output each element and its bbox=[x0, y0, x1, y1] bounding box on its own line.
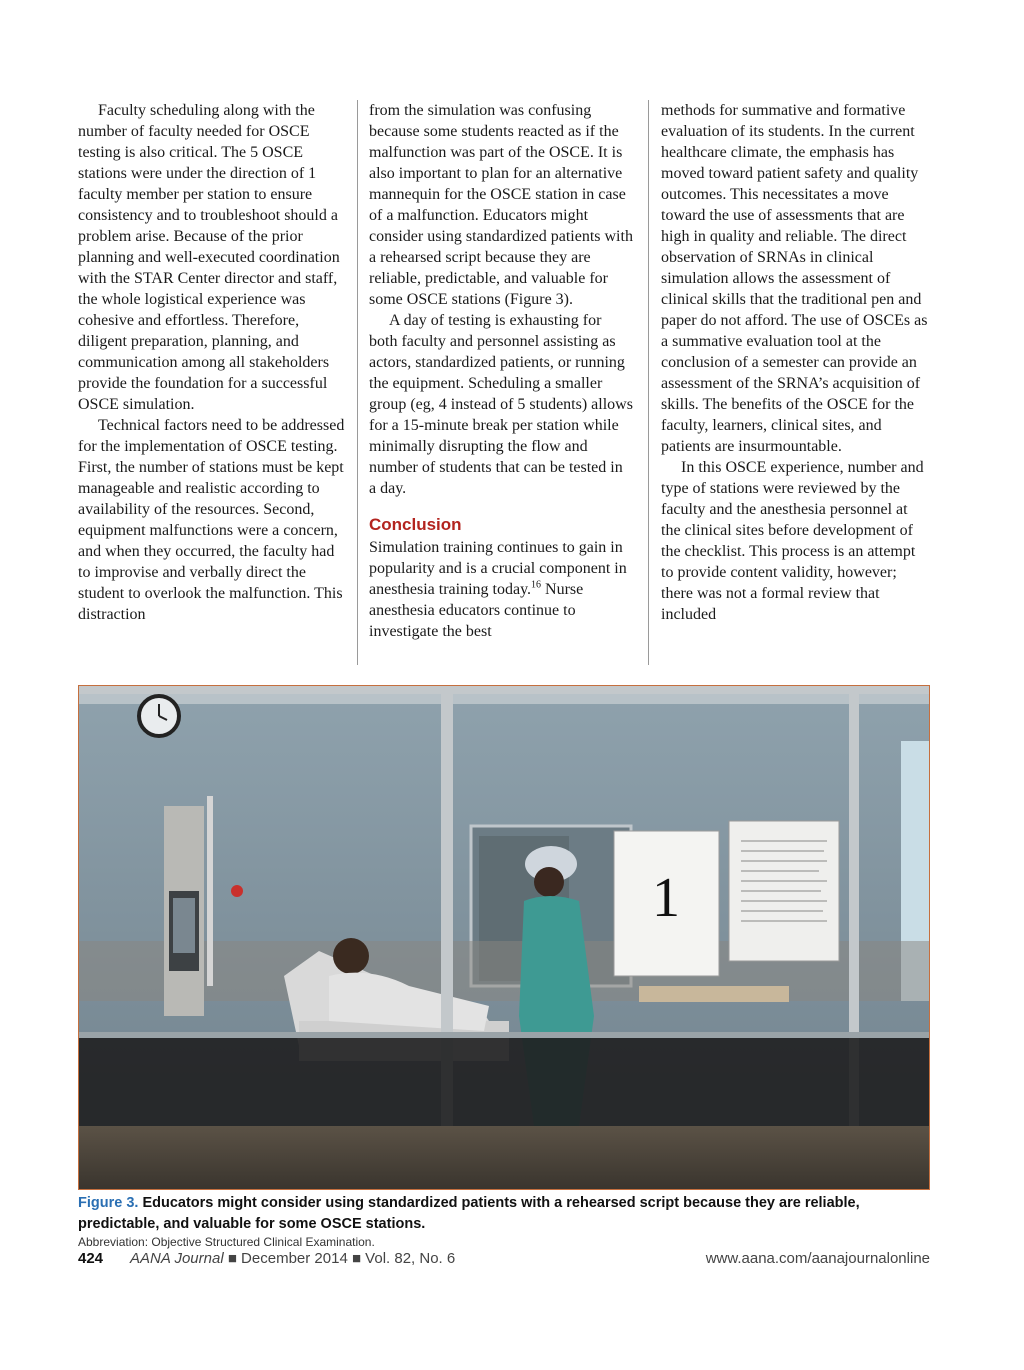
page-footer bbox=[78, 1250, 930, 1272]
paragraph: In this OSCE experience, number and type of stations were reviewed by the faculty and the anesthesia personnel at the clinical sites before development of the checklist. This process is an attempt to provide content validity, however; there was not a formal review that included bbox=[661, 459, 924, 623]
page-number: 424 bbox=[78, 1250, 104, 1267]
caption-text: Educators might consider using standardized patients with a rehearsed script because they are reliable, predictable, and valuable for some OSCE stations. bbox=[78, 1195, 860, 1232]
figure-caption bbox=[78, 1193, 938, 1235]
section-heading: Conclusion bbox=[369, 515, 462, 534]
journal-citation bbox=[130, 1250, 455, 1267]
issue-info: ■ December 2014 ■ Vol. 82, No. 6 bbox=[223, 1250, 456, 1267]
simulation-room-photo bbox=[79, 686, 929, 1189]
column-3 bbox=[661, 100, 931, 625]
figure-abbreviation: Abbreviation: Objective Structured Clinical Examination. bbox=[78, 1235, 375, 1249]
paragraph: methods for summative and formative evaluation of its students. In the current healthcare climate, the emphasis has moved toward patient safety and quality outcomes. This necessitates a move toward the use of assessments that are high in quality and reliable. The direct observation of SRNAs in clinical simulation allows the assessment of clinical skills that the traditional pen and paper do not afford. The use of OSCEs as a summative evaluation tool at the conclusion of a semester can provide an assessment of the SRNA’s acquisition of skills. The benefits of the OSCE for the faculty, learners, clinical sites, and patients are insurmountable. bbox=[661, 102, 928, 455]
text-run: Simulation training continues to gain in popularity and is a crucial component in anesthesia training today. bbox=[369, 539, 627, 598]
column-divider bbox=[357, 100, 358, 665]
column-2 bbox=[369, 100, 633, 642]
paragraph: Technical factors need to be addressed for the implementation of OSCE testing. First, the number of stations must be kept manageable and realistic according to availability of the resources. Second, equipment malfunctions were a concern, and when they occurred, the faculty had to improvise and verbally direct the student to overlook the malfunction. This distraction bbox=[78, 417, 345, 623]
column-divider bbox=[648, 100, 649, 665]
column-1 bbox=[78, 100, 348, 625]
paragraph: A day of testing is exhausting for both faculty and personnel assisting as actors, standardized patients, or running the equipment. Scheduling a smaller group (eg, 4 instead of 5 students) allows for a 15-minute break per station while minimally disrupting the flow and number of students that can be tested in a day. bbox=[369, 312, 633, 497]
paragraph: from the simulation was confusing because some students reacted as if the malfunction was part of the OSCE. It is also important to plan for an alternative mannequin for the OSCE station in case of a malfunction. Educators might consider using standardized patients with a rehearsed script because they are reliable, predictable, and valuable for some OSCE stations (Figure 3). bbox=[369, 102, 633, 308]
figure-photo bbox=[78, 685, 930, 1190]
journal-name: AANA Journal bbox=[130, 1250, 224, 1267]
citation-ref[interactable]: 16 bbox=[531, 579, 542, 591]
paragraph bbox=[369, 537, 633, 642]
journal-url[interactable]: www.aana.com/aanajournalonline bbox=[705, 1250, 930, 1267]
text-run: Nurse anesthesia educators continue to investigate the best bbox=[369, 581, 584, 640]
station-sign-number: 1 bbox=[652, 867, 680, 929]
paragraph: Faculty scheduling along with the number of faculty needed for OSCE testing is also critical. The 5 OSCE stations were under the direction of 1 faculty member per station to ensure consistency and to troubleshoot should a problem arise. Because of the prior planning and well-executed coordination with the STAR Center director and staff, the whole logistical experience was cohesive and effortless. Therefore, diligent preparation, planning, and communication among all stakeholders provide the foundation for a successful OSCE simulation. bbox=[78, 102, 340, 413]
figure-label: Figure 3. bbox=[78, 1195, 139, 1211]
